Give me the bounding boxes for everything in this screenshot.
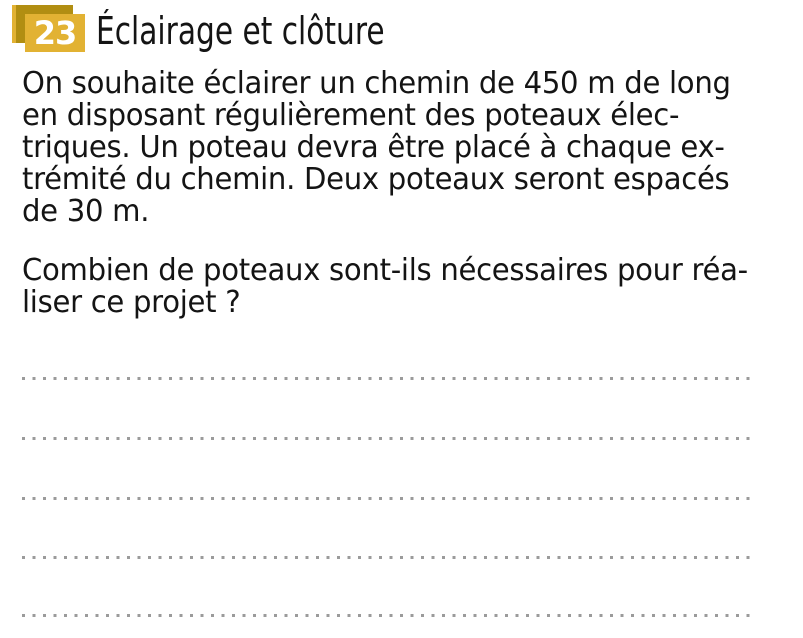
- question-text-line: Combien de poteaux sont-ils nécessaires pour réa-: [22, 253, 748, 288]
- problem-text-line: trémité du chemin. Deux poteaux seront espacés: [22, 162, 730, 197]
- problem-text-line: On souhaite éclairer un chemin de 450 m de long: [22, 66, 731, 101]
- problem-text-line: de 30 m.: [22, 194, 150, 229]
- answer-dotted-line: [22, 556, 753, 559]
- answer-dotted-line: [22, 614, 753, 617]
- answer-dotted-line: [22, 437, 753, 440]
- problem-text-line: triques. Un poteau devra être placé à chaque ex-: [22, 130, 725, 165]
- answer-dotted-line: [22, 377, 753, 380]
- exercise-title: Éclairage et clôture: [96, 9, 385, 53]
- problem-text-line: en disposant régulièrement des poteaux élec-: [22, 98, 680, 133]
- question-text-line: liser ce projet ?: [22, 285, 241, 320]
- answer-dotted-line: [22, 497, 753, 500]
- exercise-number: 23: [25, 14, 85, 52]
